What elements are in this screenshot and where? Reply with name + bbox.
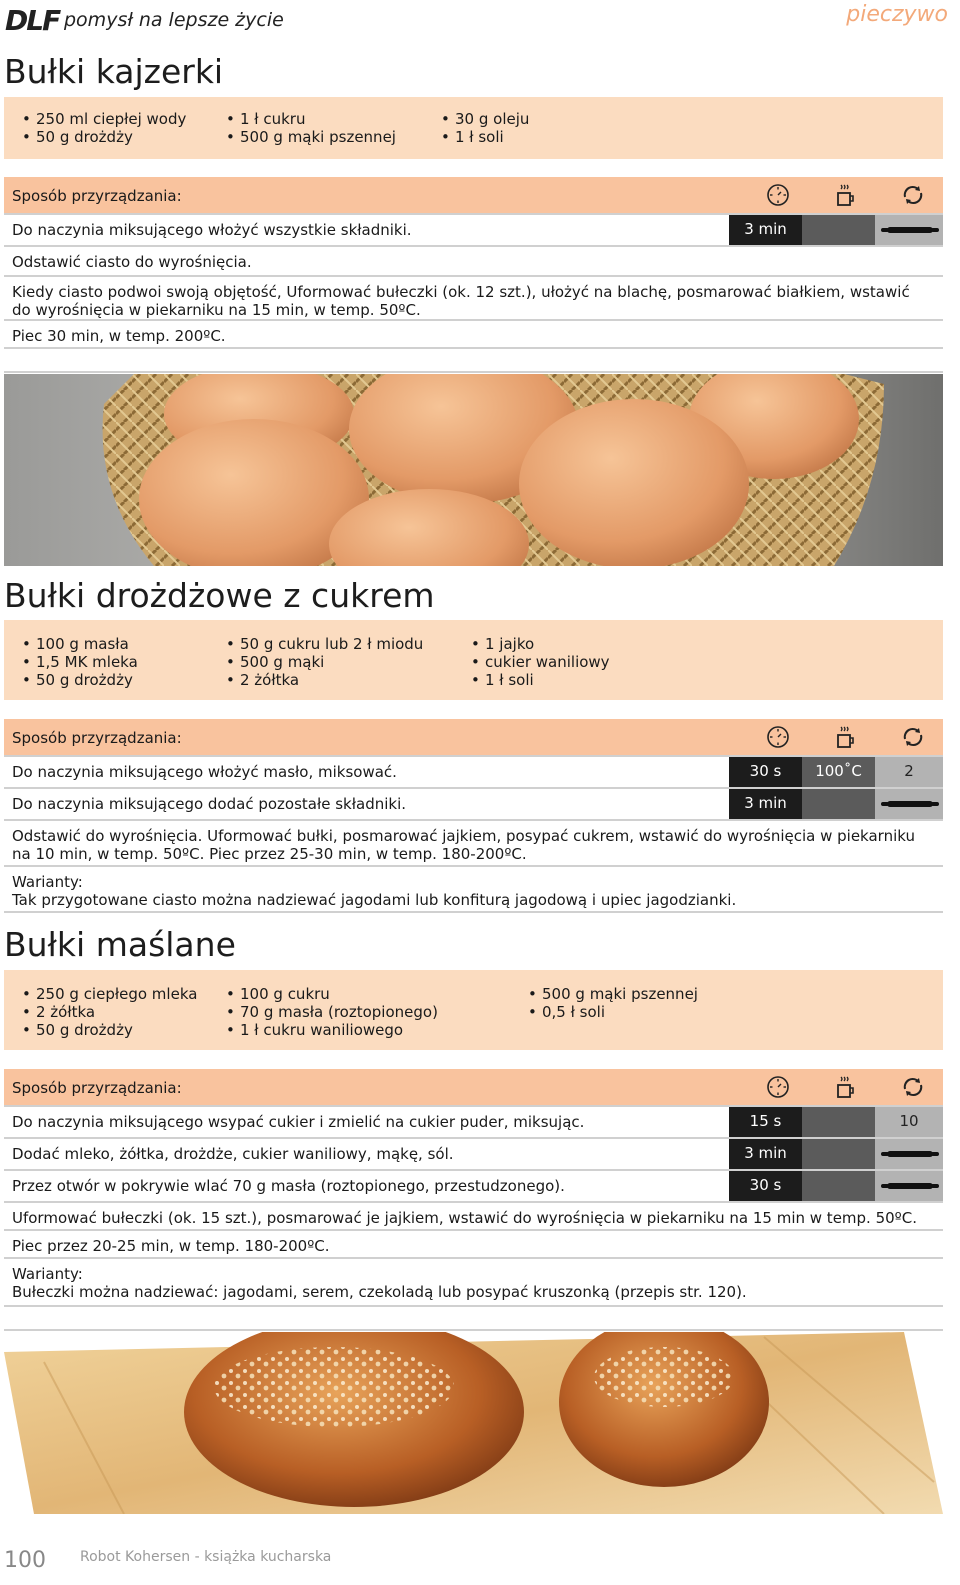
variants-label: Warianty: xyxy=(12,873,83,891)
step-row xyxy=(4,275,943,319)
step-text: Piec 30 min, w temp. 200ºC. xyxy=(12,327,226,345)
ingredients-column xyxy=(226,110,396,146)
ingredient-item: • 1 jajko xyxy=(471,635,610,653)
kneading-icon xyxy=(887,1183,933,1189)
ingredient-item: • 100 g masła xyxy=(22,635,138,653)
step-row-empty xyxy=(4,1305,943,1331)
temperature-icon xyxy=(833,725,857,749)
footer-text: Robot Kohersen - książka kucharska xyxy=(80,1549,332,1565)
speed-cell: 10 xyxy=(875,1107,943,1137)
ingredient-item: • cukier waniliowy xyxy=(471,653,610,671)
speed-cell xyxy=(875,789,943,819)
speed-icon xyxy=(901,725,925,749)
ingredient-item: • 1 ł soli xyxy=(441,128,529,146)
speed-cell: 2 xyxy=(875,757,943,787)
brand-tagline: pomysł na lepsze życie xyxy=(64,9,284,31)
recipe-title: Bułki drożdżowe z cukrem xyxy=(4,576,435,615)
ingredient-item: • 70 g masła (roztopionego) xyxy=(226,1003,438,1021)
timer-icon xyxy=(766,725,790,749)
ingredients-column xyxy=(471,635,610,689)
ingredients-box xyxy=(4,970,943,1050)
speed-icon xyxy=(901,183,925,207)
temperature-cell: 100˚C xyxy=(802,757,875,787)
variants-text: Tak przygotowane ciasto można nadziewać jagodami lub konfiturą jagodową i upiec jagodzianki. xyxy=(12,891,737,909)
ingredient-item: • 50 g drożdży xyxy=(22,128,186,146)
ingredients-box xyxy=(4,620,943,700)
speed-cell xyxy=(875,1171,943,1201)
temperature-cell xyxy=(802,1107,875,1137)
step-row-empty xyxy=(4,347,943,373)
ingredient-item: • 30 g oleju xyxy=(441,110,529,128)
step-row xyxy=(4,213,943,245)
ingredients-column xyxy=(226,635,423,689)
ingredient-item: • 50 g drożdży xyxy=(22,671,138,689)
speed-cell xyxy=(875,1139,943,1169)
timer-icon xyxy=(766,183,790,207)
step-text: Odstawić do wyrośnięcia. Uformować bułki, posmarować jajkiem, posypać cukrem, wstawić do wyrośnięcia w piekarniku na 10 min, w temp. 50ºC. Piec przez 25-30 min, w temp. 180-200ºC. xyxy=(12,827,915,863)
step-text: Dodać mleko, żółtka, drożdże, cukier waniliowy, mąkę, sól. xyxy=(12,1145,454,1163)
step-row xyxy=(4,1201,943,1229)
kneading-icon xyxy=(887,227,933,233)
time-cell: 3 min xyxy=(729,215,802,245)
step-row xyxy=(4,1137,943,1169)
temperature-icon xyxy=(833,183,857,207)
ingredient-item: • 2 żółtka xyxy=(22,1003,197,1021)
step-text: Do naczynia miksującego wsypać cukier i zmielić na cukier puder, miksując. xyxy=(12,1113,585,1131)
category-label: pieczywo xyxy=(846,2,948,27)
kneading-icon xyxy=(887,1151,933,1157)
step-row xyxy=(4,787,943,819)
ingredient-item: • 250 g ciepłego mleka xyxy=(22,985,197,1003)
temperature-cell xyxy=(802,789,875,819)
ingredient-item: • 50 g drożdży xyxy=(22,1021,197,1039)
ingredient-item: • 1 ł soli xyxy=(471,671,610,689)
ingredient-item: • 1,5 MK mleka xyxy=(22,653,138,671)
kaiser-rolls-photo xyxy=(4,374,943,566)
temperature-cell xyxy=(802,215,875,245)
speed-cell xyxy=(875,215,943,245)
variants-label: Warianty: xyxy=(12,1265,83,1283)
ingredients-column xyxy=(22,110,186,146)
ingredient-item: • 500 g mąki pszennej xyxy=(528,985,698,1003)
step-text: Kiedy ciasto podwoi swoją objętość, Uformować bułeczki (ok. 12 szt.), ułożyć na blachę, posmarować białkiem, wstawić do wyrośnięcia w piekarniku na 15 min, w temp. 50ºC. xyxy=(12,283,910,319)
step-text: Uformować bułeczki (ok. 15 szt.), posmarować je jajkiem, wstawić do wyrośnięcia w piekarniku na 15 min w temp. 50ºC. xyxy=(12,1209,917,1227)
ingredients-column xyxy=(528,985,698,1021)
preparation-label: Sposób przyrządzania: xyxy=(12,729,182,747)
ingredients-column xyxy=(226,985,438,1039)
step-text: Do naczynia miksującego dodać pozostałe składniki. xyxy=(12,795,407,813)
step-text: Odstawić ciasto do wyrośnięcia. xyxy=(12,253,252,271)
step-row xyxy=(4,1105,943,1137)
time-cell: 30 s xyxy=(729,1171,802,1201)
timer-icon xyxy=(766,1075,790,1099)
ingredient-item: • 500 g mąki pszennej xyxy=(226,128,396,146)
ingredient-item: • 500 g mąki xyxy=(226,653,423,671)
preparation-label: Sposób przyrządzania: xyxy=(12,187,182,205)
temperature-icon xyxy=(833,1075,857,1099)
recipe-title: Bułki maślane xyxy=(4,925,236,964)
ingredient-item: • 50 g cukru lub 2 ł miodu xyxy=(226,635,423,653)
ingredients-column xyxy=(22,985,197,1039)
step-row xyxy=(4,865,943,913)
time-cell: 3 min xyxy=(729,1139,802,1169)
ingredient-item: • 250 ml ciepłej wody xyxy=(22,110,186,128)
variants-text: Bułeczki można nadziewać: jagodami, serem, czekoladą lub posypać kruszonką (przepis str. 120). xyxy=(12,1283,747,1301)
step-text: Do naczynia miksującego włożyć masło, miksować. xyxy=(12,763,397,781)
step-text: Do naczynia miksującego włożyć wszystkie składniki. xyxy=(12,221,412,239)
step-row xyxy=(4,1169,943,1201)
time-cell: 30 s xyxy=(729,757,802,787)
ingredient-item: • 1 ł cukru waniliowego xyxy=(226,1021,438,1039)
ingredients-column xyxy=(22,635,138,689)
brand-logo: DLF xyxy=(5,4,60,37)
temperature-cell xyxy=(802,1171,875,1201)
step-text: Piec przez 20-25 min, w temp. 180-200ºC. xyxy=(12,1237,330,1255)
ingredient-item: • 0,5 ł soli xyxy=(528,1003,698,1021)
step-text: Przez otwór w pokrywie wlać 70 g masła (roztopionego, przestudzonego). xyxy=(12,1177,565,1195)
page-number: 100 xyxy=(4,1548,46,1573)
preparation-header xyxy=(4,1069,943,1105)
kneading-icon xyxy=(887,801,933,807)
temperature-cell xyxy=(802,1139,875,1169)
step-row xyxy=(4,1257,943,1305)
step-row xyxy=(4,819,943,865)
step-row xyxy=(4,1229,943,1257)
step-row xyxy=(4,319,943,347)
ingredients-box xyxy=(4,97,943,159)
ingredient-item: • 2 żółtka xyxy=(226,671,423,689)
step-row xyxy=(4,245,943,275)
time-cell: 15 s xyxy=(729,1107,802,1137)
preparation-header xyxy=(4,719,943,755)
recipe-title: Bułki kajzerki xyxy=(4,52,224,91)
ingredient-item: • 100 g cukru xyxy=(226,985,438,1003)
ingredient-item: • 1 ł cukru xyxy=(226,110,396,128)
preparation-label: Sposób przyrządzania: xyxy=(12,1079,182,1097)
time-cell: 3 min xyxy=(729,789,802,819)
speed-icon xyxy=(901,1075,925,1099)
preparation-header xyxy=(4,177,943,213)
ingredients-column xyxy=(441,110,529,146)
butter-buns-photo xyxy=(4,1332,943,1514)
step-row xyxy=(4,755,943,787)
